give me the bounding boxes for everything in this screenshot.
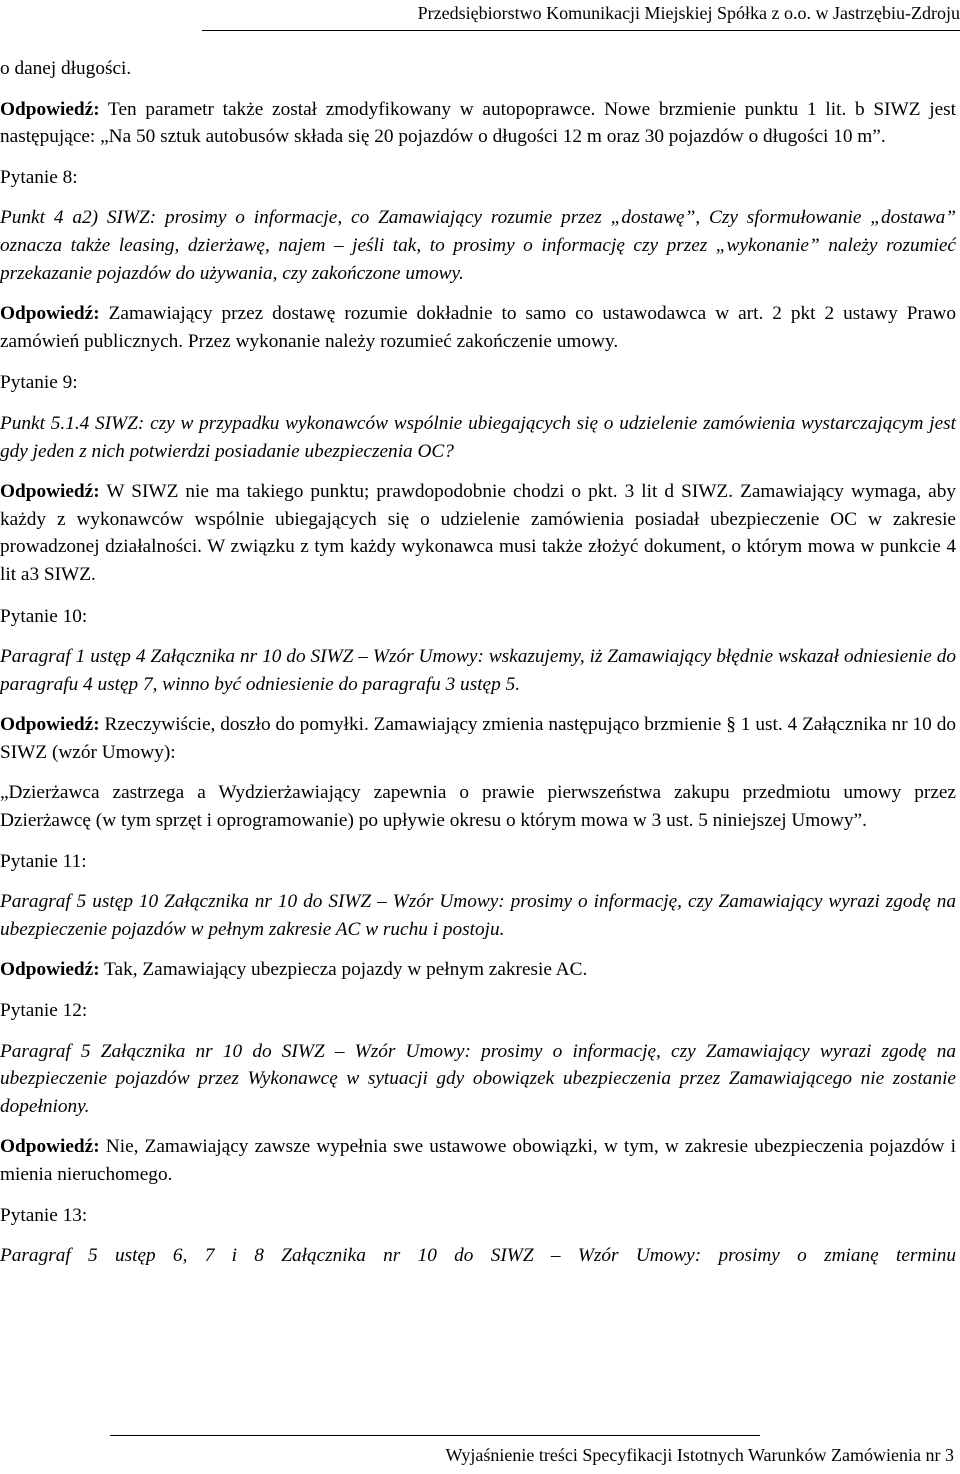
answer-label: Odpowiedź:: [0, 959, 100, 981]
answer-10-text: Rzeczywiście, doszło do pomyłki. Zamawiający zmienia następująco brzmienie § 1 ust. 4 Załącznika nr 10 do SIWZ (wzór Umowy):: [0, 714, 956, 763]
answer-7-text: Ten parametr także został zmodyfikowany w autopoprawce. Nowe brzmienie punktu 1 lit. b SIWZ jest następujące: „Na 50 sztuk autobusów składa się 20 pojazdów o długości 12 m oraz 30 pojazdów o długości 10 m”.: [0, 98, 956, 148]
answer-12: [0, 1133, 956, 1188]
footer-rule: [110, 1435, 760, 1436]
header-rule: [202, 30, 960, 31]
question-12-text: Paragraf 5 Załącznika nr 10 do SIWZ – Wzór Umowy: prosimy o informację, czy Zamawiający wyrazi zgodę na ubezpieczenie pojazdów przez Wykonawcę w sytuacji gdy obowiązek ubezpieczenia przez Zamawiającego nie zostanie dopełniony.: [0, 1040, 956, 1117]
question-10-heading: Pytanie 10:: [0, 605, 88, 627]
answer-label: Odpowiedź:: [0, 303, 100, 325]
answer-11: [0, 956, 956, 984]
answer-label: Odpowiedź:: [0, 714, 100, 736]
answer-10-quote: „Dzierżawca zastrzega a Wydzierżawiający zapewnia o prawie pierwszeństwa zakupu przedmiotu umowy przez Dzierżawcę (w tym sprzęt i oprogramowanie) po upływie okresu o którym mowa w 3 ust. 5 niniejszej Umowy”.: [0, 782, 956, 832]
question-11-text: Paragraf 5 ustęp 10 Załącznika nr 10 do SIWZ – Wzór Umowy: prosimy o informację, czy Zamawiający wyrazi zgodę na ubezpieczenie pojazdów w pełnym zakresie AC w ruchu i postoju.: [0, 891, 956, 940]
answer-9: [0, 478, 956, 588]
footer-text: Wyjaśnienie treści Specyfikacji Istotnych Warunków Zamówienia nr 3: [445, 1445, 954, 1465]
question-12-heading: Pytanie 12:: [0, 1000, 88, 1022]
answer-11-text: Tak, Zamawiający ubezpiecza pojazdy w pełnym zakresie AC.: [104, 959, 588, 981]
question-9-text: Punkt 5.1.4 SIWZ: czy w przypadku wykonawców wspólnie ubiegających się o udzielenie zamówienia wystarczającym jest gdy jeden z nich potwierdzi posiadanie ubezpieczenia OC?: [0, 412, 956, 462]
answer-9-text: W SIWZ nie ma takiego punktu; prawdopodobnie chodzi o pkt. 3 lit d SIWZ. Zamawiający wymaga, aby każdy z wykonawców wspólnie ubiegających się o udzielenie zamówienia posiadał ubezpieczenie OC w zakresie prowadzonej działalności. W związku z tym każdy wykonawca musi także złożyć dokument, o którym mowa w punkcie 4 lit a3 SIWZ.: [0, 481, 956, 585]
question-13-heading: Pytanie 13:: [0, 1204, 88, 1226]
page-footer: [0, 1424, 960, 1474]
answer-label: Odpowiedź:: [0, 481, 100, 503]
document-body: [0, 55, 956, 1270]
header-title: Przedsiębiorstwo Komunikacji Miejskiej Spółka z o.o. w Jastrzębiu-Zdroju: [417, 3, 960, 23]
paragraph-continuation: o danej długości.: [0, 58, 132, 79]
question-11-heading: Pytanie 11:: [0, 850, 87, 872]
question-13-text: Paragraf 5 ustęp 6, 7 i 8 Załącznika nr 10 do SIWZ – Wzór Umowy: prosimy o zmianę terminu: [0, 1245, 956, 1267]
answer-12-text: Nie, Zamawiający zawsze wypełnia swe ustawowe obowiązki, w tym, w zakresie ubezpieczenia pojazdów i mienia nieruchomego.: [0, 1136, 956, 1185]
answer-label: Odpowiedź:: [0, 98, 100, 120]
answer-10: [0, 711, 956, 766]
question-8-text: Punkt 4 a2) SIWZ: prosimy o informacje, co Zamawiający rozumie przez „dostawę”, Czy sformułowanie „dostawa” oznacza także leasing, dzierżawę, najem – jeśli tak, to prosimy o informację czy przez „wykonanie” należy rozumieć przekazanie pojazdów do używania, czy zakończone umowy.: [0, 207, 956, 284]
answer-7: [0, 96, 956, 151]
answer-label: Odpowiedź:: [0, 1136, 100, 1158]
page-header: [0, 0, 960, 38]
question-9-heading: Pytanie 9:: [0, 372, 78, 394]
question-8-heading: Pytanie 8:: [0, 166, 78, 188]
question-10-text: Paragraf 1 ustęp 4 Załącznika nr 10 do SIWZ – Wzór Umowy: wskazujemy, iż Zamawiający błędnie wskazał odniesienie do paragrafu 4 ustęp 7, winno być odniesienie do paragrafu 3 ustęp 5.: [0, 646, 956, 695]
answer-8: [0, 300, 956, 355]
answer-8-text: Zamawiający przez dostawę rozumie dokładnie to samo co ustawodawca w art. 2 pkt 2 ustawy Prawo zamówień publicznych. Przez wykonanie należy rozumieć zakończenie umowy.: [0, 303, 956, 352]
